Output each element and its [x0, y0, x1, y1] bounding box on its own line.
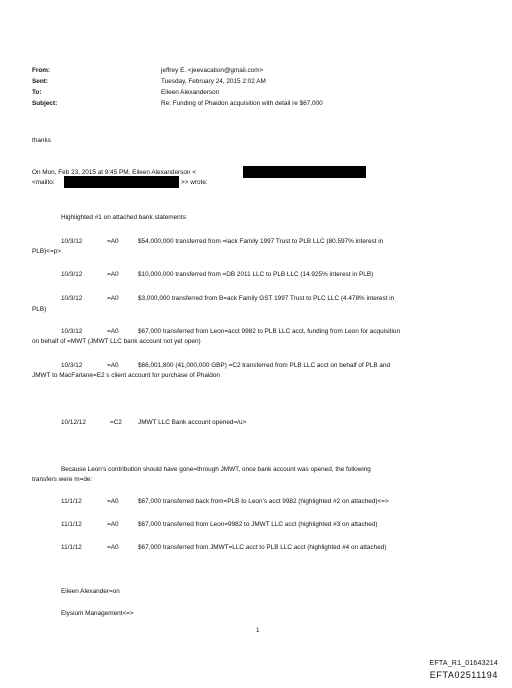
- entry-continuation: on behalf of =MWT (JMWT LLC bank account not yet open): [32, 338, 201, 345]
- entry-text: $54,000,000 transferred from =lack Family 1997 Trust to PLB LLC (80.597% interest in: [138, 238, 384, 245]
- signature-name: Eileen Alexander=on: [61, 588, 120, 595]
- from-label: From:: [32, 67, 51, 74]
- entry-code: =A0: [107, 238, 119, 245]
- because-line-1: Because Leon’s contribution should have gone=through JMWT, once bank account was opened, the following: [61, 466, 371, 473]
- entry-code: =A0: [107, 271, 119, 278]
- transfer-text: $67,000 transferred from JMWT=LLC acct to PLB LLC acct (highlighted #4 on attached): [138, 544, 387, 551]
- transfer-text: $67,000 transferred from Leon=9982 to JMWT LLC acct (highlighted #3 on attached): [138, 521, 378, 528]
- transfer-date: 11/1/12: [61, 544, 82, 551]
- highlight-intro: Highlighted #1 on attached bank statements:: [61, 214, 188, 221]
- quote-intro-line-1: On Mon, Feb 23, 2015 at 9:45 PM, Eileen Alexanderson <: [32, 169, 196, 176]
- transfer-code: =A0: [107, 544, 119, 551]
- quote-intro-mailto: <mailto:: [32, 179, 55, 186]
- entry-date: 10/3/12: [61, 238, 83, 245]
- transfer-date: 11/1/12: [61, 498, 82, 505]
- subject-value: Re: Funding of Phaidon acquisition with detail re $67,000: [161, 100, 323, 107]
- bates-number-secondary: EFTA02511194: [429, 670, 498, 680]
- transfer-date: 11/1/12: [61, 521, 82, 528]
- entry-code: =C2: [110, 419, 122, 426]
- sent-label: Sent:: [32, 78, 48, 85]
- entry-code: =A0: [107, 328, 119, 335]
- to-label: To:: [32, 89, 42, 96]
- entry-text: $67,000 transferred from Leon=acct 9982 to PLB LLC acct, funding from Leon for acquisition: [138, 328, 400, 335]
- redaction-box: [243, 166, 366, 178]
- quote-intro-wrote: >> wrote:: [181, 179, 208, 186]
- thanks-text: thanks: [32, 137, 51, 144]
- redaction-box: [64, 176, 179, 188]
- entry-date: 10/3/12: [61, 271, 83, 278]
- entry-date: 10/12/12: [61, 419, 86, 426]
- entry-text: $10,000,000 transferred from =DB 2011 LLC to PLB LLC (14.925% interest in PLB): [138, 271, 374, 278]
- transfer-text: $67,000 transferred back from=PLB to Leon’s acct 9982 (highlighted #2 on attached)<=>: [138, 498, 389, 505]
- sent-value: Tuesday, February 24, 2015 2:02 AM: [161, 78, 266, 85]
- entry-text: $3,000,000 transferred from B=ack Family GST 1997 Trust to PLC LLC (4.478% interest in: [138, 295, 395, 302]
- entry-date: 10/3/12: [61, 362, 83, 369]
- because-line-2: transfers were m=de:: [32, 476, 93, 483]
- from-value: jeffrey E. <jeevacation@gmail.com>: [161, 67, 264, 74]
- subject-label: Subject:: [32, 100, 58, 107]
- page-number: 1: [256, 627, 260, 634]
- entry-text: JMWT LLC Bank account opened=/u>: [138, 419, 247, 426]
- entry-continuation: PLB)<=p>: [32, 248, 61, 255]
- entry-code: =A0: [107, 362, 119, 369]
- bates-number-primary: EFTA_R1_01643214: [429, 660, 498, 667]
- transfer-code: =A0: [107, 521, 119, 528]
- entry-text: $66,001,800 (41,000,000 GBP) =C2 transferred from PLB LLC acct on behalf of PLB and: [138, 362, 391, 369]
- entry-continuation: JMWT to MacFarlane=E2 s client account for purchase of Phaidon: [32, 372, 220, 379]
- entry-date: 10/3/12: [61, 295, 83, 302]
- transfer-code: =A0: [107, 498, 119, 505]
- to-value: Eileen Alexanderson: [161, 89, 220, 96]
- signature-company: Elysium Management<=>: [61, 610, 134, 617]
- entry-code: =A0: [107, 295, 119, 302]
- entry-date: 10/3/12: [61, 328, 83, 335]
- entry-continuation: PLB): [32, 306, 47, 313]
